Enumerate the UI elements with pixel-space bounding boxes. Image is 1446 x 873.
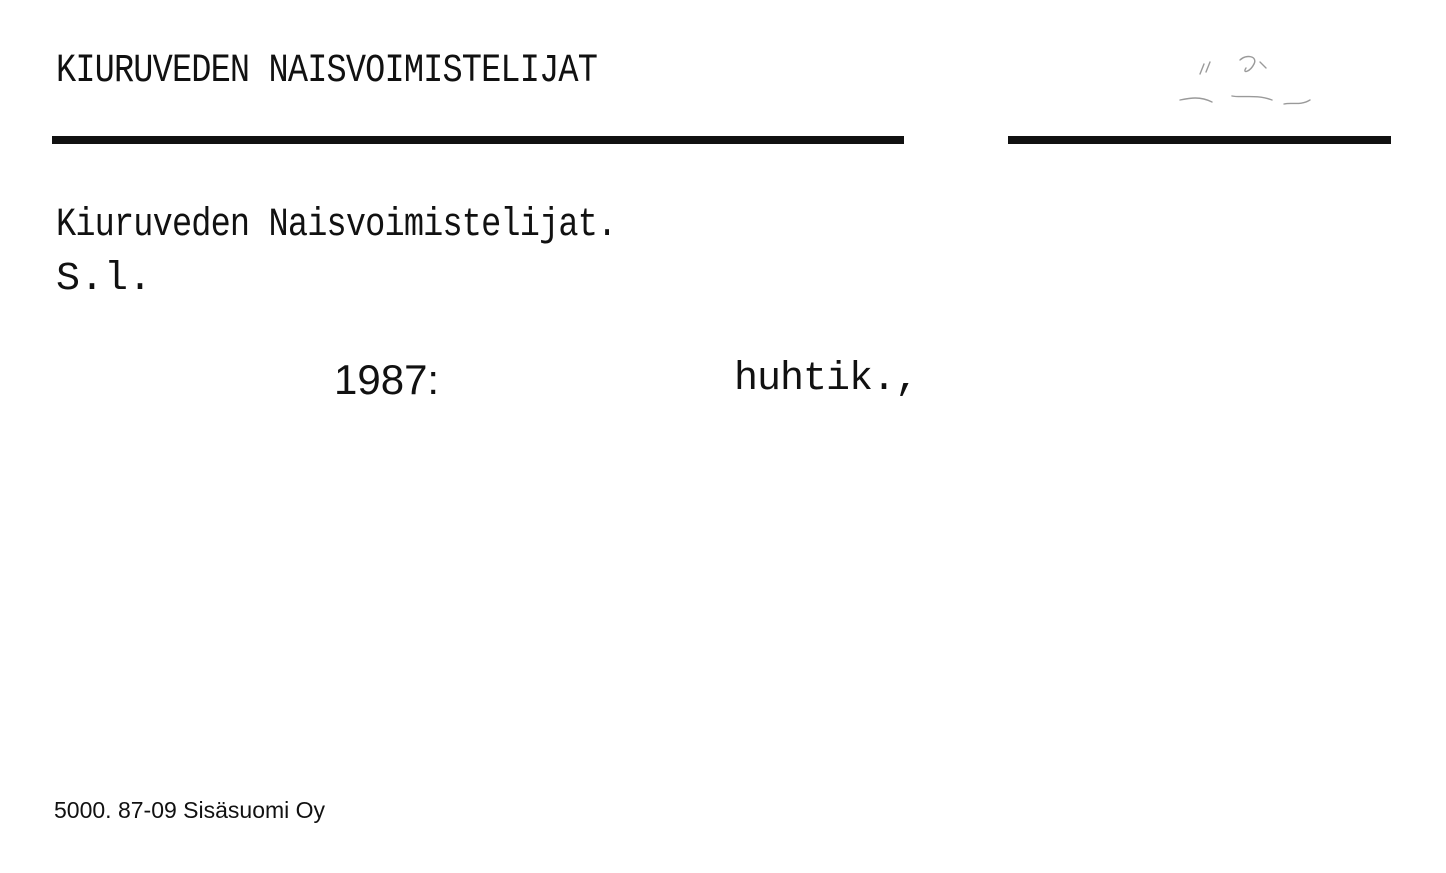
card-heading: KIURUVEDEN NAISVOIMISTELIJAT xyxy=(56,49,598,94)
printer-line: 5000. 87-09 Sisäsuomi Oy xyxy=(54,797,326,823)
holdings-issue: huhtik., xyxy=(734,357,919,402)
header-rule-left xyxy=(52,136,904,144)
entry-place: S.l. xyxy=(56,257,153,302)
header-rule-right xyxy=(1008,136,1391,144)
entry-title: Kiuruveden Naisvoimistelijat. xyxy=(56,203,617,248)
pencil-mark xyxy=(1176,46,1316,116)
holdings-year: 1987: xyxy=(334,356,440,403)
